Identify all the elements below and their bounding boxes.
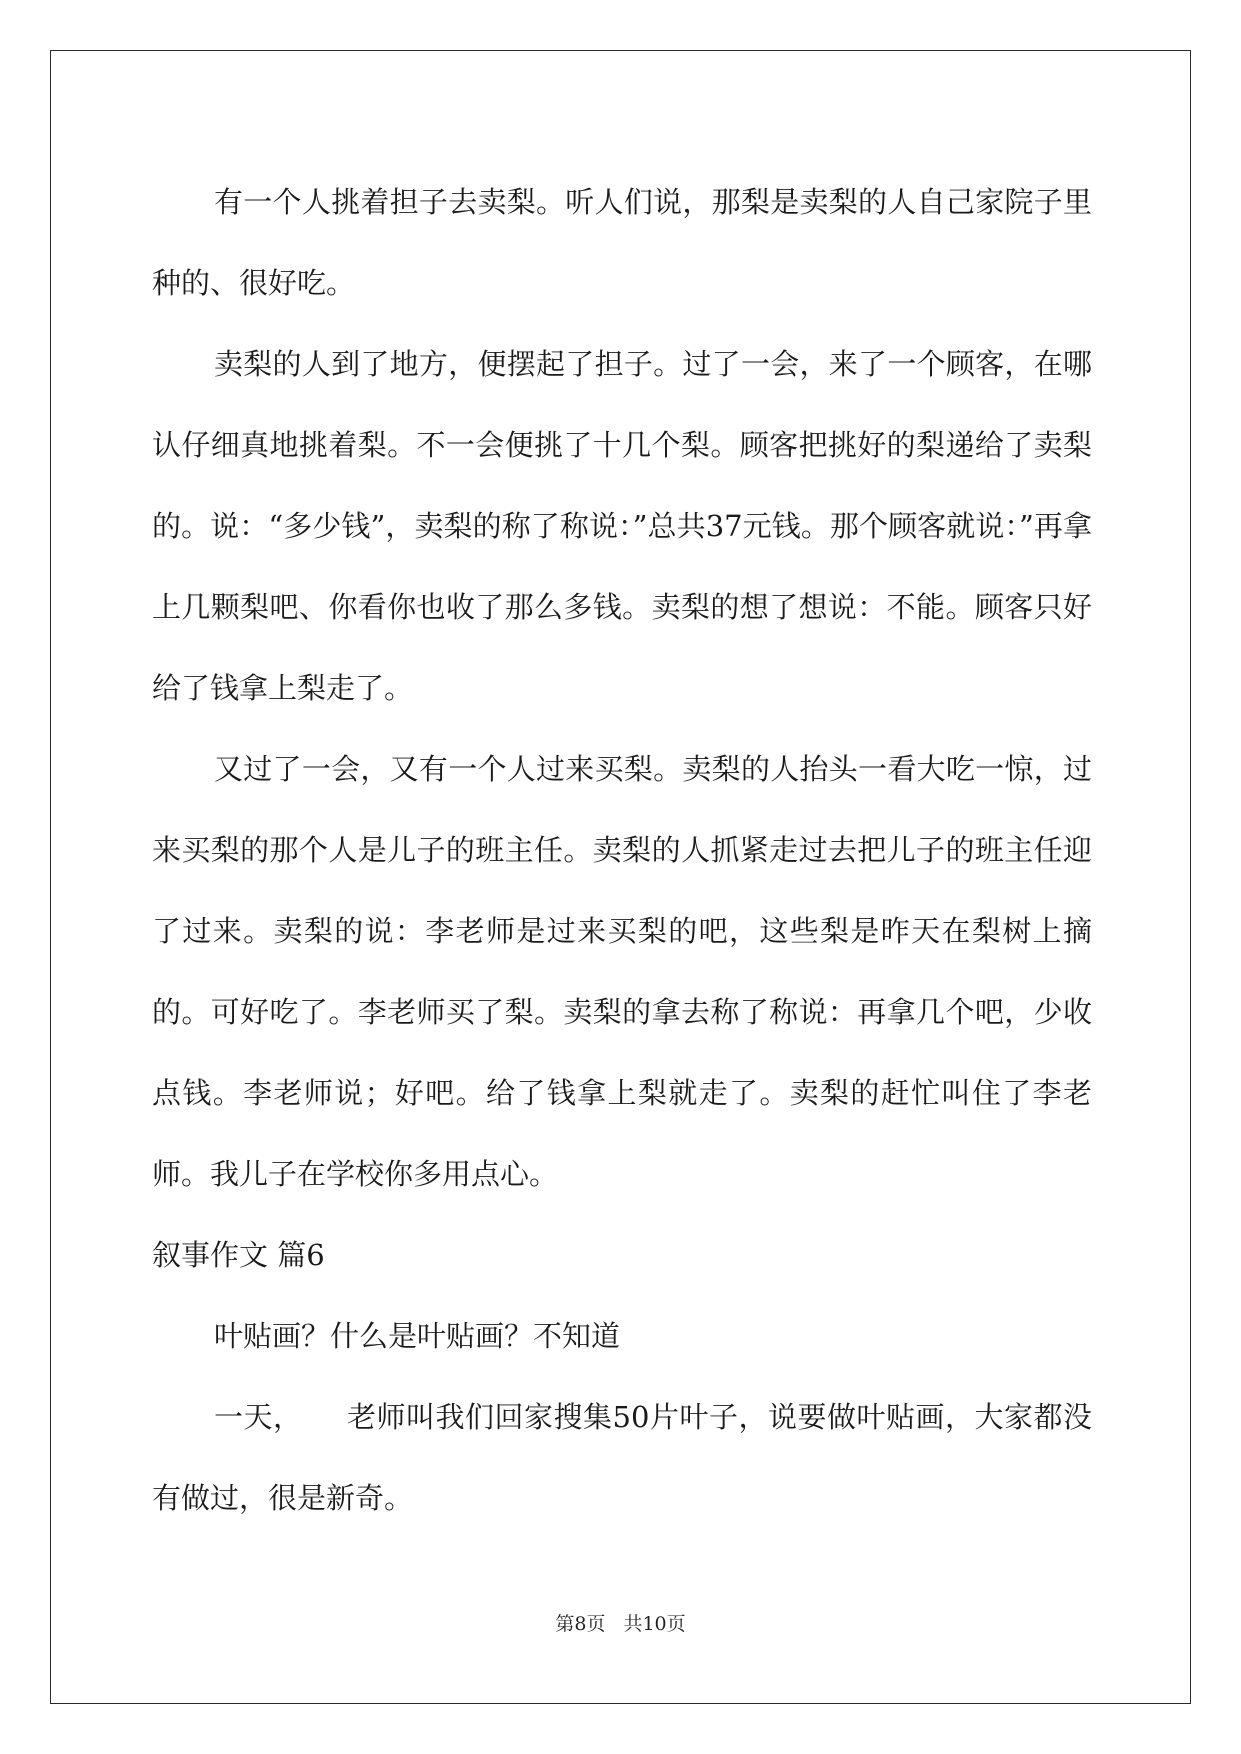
paragraph-4: 叶贴画？什么是叶贴画？不知道 — [214, 1319, 621, 1353]
document-body — [152, 162, 1092, 1539]
section-heading: 叙事作文 篇6 — [152, 1238, 325, 1272]
paragraph-2: 卖梨的人到了地方，便摆起了担子。过了一会，来了一个顾客，在哪认仔细真地挑着梨。不一会便挑了十几个梨。顾客把挑好的梨递给了卖梨的。说：“多少钱”，卖梨的称了称说：”总共37元钱。那个顾客就说：”再拿上几颗梨吧、你看你也收了那么多钱。卖梨的想了想说：不能。顾客只好给了钱拿上梨走了。 — [152, 347, 1092, 705]
page-total: 共10页 — [623, 1613, 686, 1635]
paragraph-1: 有一个人挑着担子去卖梨。听人们说，那梨是卖梨的人自己家院子里种的、很好吃。 — [152, 185, 1092, 300]
page-footer — [0, 1612, 1241, 1636]
paragraph-3: 又过了一会，又有一个人过来买梨。卖梨的人抬头一看大吃一惊，过来买梨的那个人是儿子的班主任。卖梨的人抓紧走过去把儿子的班主任迎了过来。卖梨的说：李老师是过来买梨的吧，这些梨是昨天在梨树上摘的。可好吃了。李老师买了梨。卖梨的拿去称了称说：再拿几个吧，少收点钱。李老师说；好吧。给了钱拿上梨就走了。卖梨的赶忙叫住了李老师。我儿子在学校你多用点心。 — [152, 752, 1092, 1191]
page-number: 第8页 — [555, 1613, 606, 1635]
paragraph-5: 一天， 老师叫我们回家搜集50片叶子，说要做叶贴画，大家都没有做过，很是新奇。 — [152, 1400, 1092, 1515]
